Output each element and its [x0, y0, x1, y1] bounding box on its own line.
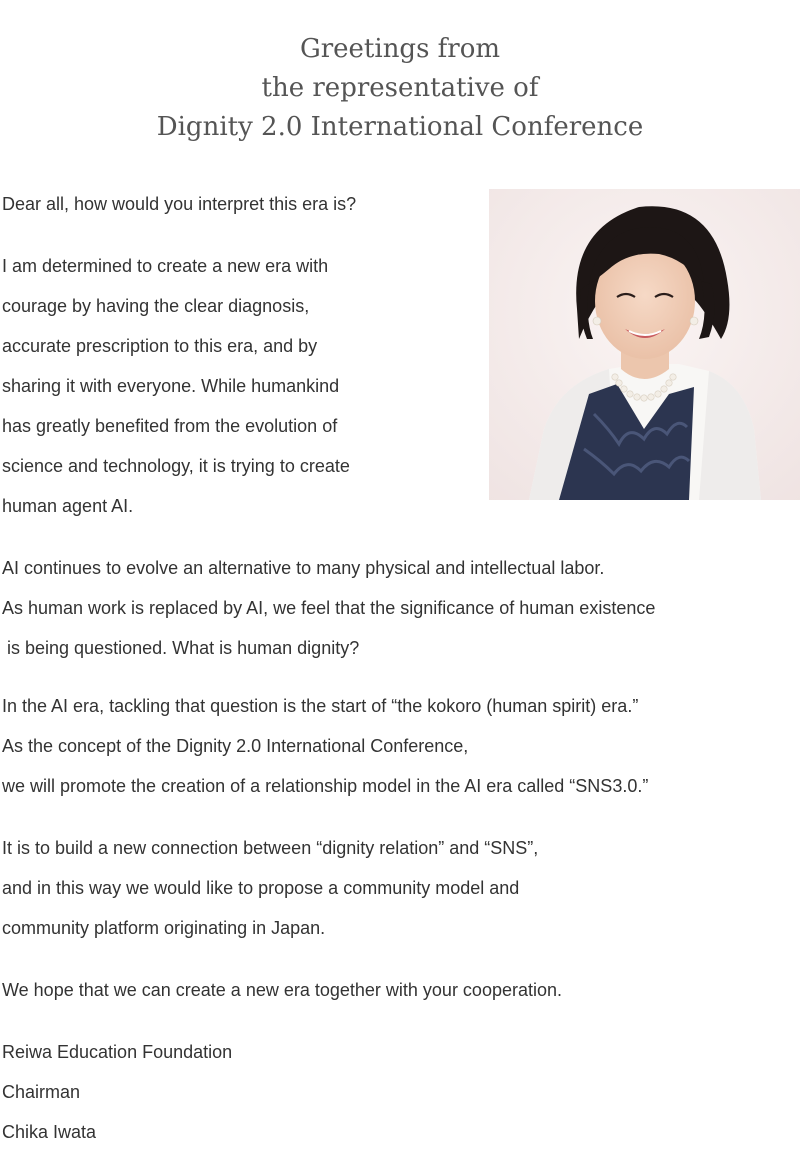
paragraph-3-line: we will promote the creation of a relationship model in the AI era called “SNS3.0.”	[2, 776, 649, 796]
paragraph-1-line: I am determined to create a new era with	[2, 256, 329, 276]
paragraph-2-line: As human work is replaced by AI, we feel that the significance of human existence	[2, 598, 656, 618]
paragraph-2-line: AI continues to evolve an alternative to many physical and intellectual labor.	[2, 558, 605, 578]
signature-role: Chairman	[2, 1082, 81, 1102]
closing-paragraph	[2, 970, 562, 1010]
intro-text: Dear all, how would you interpret this era is?	[2, 194, 357, 214]
paragraph-4-line: and in this way we would like to propose a community model and	[2, 878, 520, 898]
portrait-illustration	[489, 189, 800, 500]
paragraph-1-line: has greatly benefited from the evolution of	[2, 416, 338, 436]
signature-name: Chika Iwata	[2, 1122, 97, 1142]
page-title	[0, 30, 800, 147]
title-line-3: Dignity 2.0 International Conference	[156, 112, 644, 142]
paragraph-2-line: is being questioned. What is human dignity?	[2, 638, 360, 658]
paragraph-1-line: science and technology, it is trying to create	[2, 456, 350, 476]
paragraph-3-line: As the concept of the Dignity 2.0 International Conference,	[2, 736, 469, 756]
paragraph-4-line: It is to build a new connection between “dignity relation” and “SNS”,	[2, 838, 539, 858]
paragraph-1-line: sharing it with everyone. While humankind	[2, 376, 340, 396]
paragraph-4	[2, 828, 538, 948]
closing-text: We hope that we can create a new era together with your cooperation.	[2, 980, 563, 1000]
paragraph-1	[2, 246, 350, 526]
paragraph-3-line: In the AI era, tackling that question is the start of “the kokoro (human spirit) era.”	[2, 696, 639, 716]
paragraph-1-line: courage by having the clear diagnosis,	[2, 296, 310, 316]
portrait-photo	[489, 189, 800, 500]
title-line-1: Greetings from	[299, 34, 501, 64]
paragraph-1-line: accurate prescription to this era, and by	[2, 336, 318, 356]
intro-paragraph	[2, 184, 356, 224]
signature-organization: Reiwa Education Foundation	[2, 1042, 233, 1062]
paragraph-1-line: human agent AI.	[2, 496, 134, 516]
signature	[2, 1032, 232, 1152]
paragraph-2	[2, 548, 655, 668]
paragraph-3	[2, 686, 648, 806]
title-line-2: the representative of	[261, 73, 539, 103]
paragraph-4-line: community platform originating in Japan.	[2, 918, 326, 938]
